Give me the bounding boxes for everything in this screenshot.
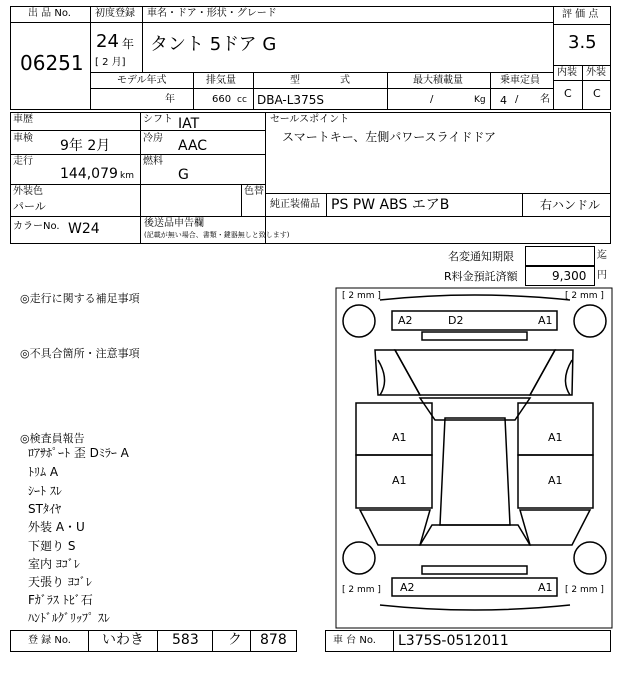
rear-window bbox=[420, 525, 530, 545]
inspector-line: 外装 A・U bbox=[28, 520, 85, 534]
documents-note: (記載が無い場合、書類・鍵器無しと致します) bbox=[144, 231, 290, 239]
hood bbox=[395, 350, 555, 395]
sales-point-value: スマートキー、左側パワースライドドア bbox=[282, 130, 496, 144]
inspector-line: ﾛｱｻﾎﾟｰﾄ 歪 Dﾐﾗｰ A bbox=[28, 446, 129, 460]
sales-point-label: セールスポイント bbox=[270, 114, 350, 125]
color-no-value: W24 bbox=[68, 221, 100, 237]
inspector-line: ｼｰﾄ ｽﾚ bbox=[28, 484, 62, 498]
car-damage-diagram bbox=[335, 286, 615, 629]
spec-top-line bbox=[90, 72, 553, 73]
inspector-line: ﾄﾘﾑ A bbox=[28, 465, 59, 479]
exterior-color-label: 外装色 bbox=[13, 186, 43, 197]
right-front-door-mark: A1 bbox=[548, 431, 563, 444]
right-front-door bbox=[518, 403, 593, 455]
header-label-underline bbox=[90, 22, 553, 23]
exterior-color-value: パール bbox=[13, 200, 46, 213]
lot-label: 出 品 No. bbox=[28, 8, 71, 19]
recycle-unit: 円 bbox=[597, 270, 607, 281]
model-year-unit: 年 bbox=[165, 94, 175, 105]
shift-label: シフト bbox=[143, 114, 173, 125]
chassis-label: 車 台 No. bbox=[333, 635, 376, 646]
int-ext-label-underline bbox=[553, 80, 611, 81]
left-front-door bbox=[356, 403, 432, 455]
reg-label: 登 録 No. bbox=[28, 635, 71, 646]
color-no-divider bbox=[140, 216, 141, 244]
lot-number: 06251 bbox=[20, 51, 84, 75]
left-rear-door-mark: A1 bbox=[392, 474, 407, 487]
reg-month: [ 2 月] bbox=[95, 57, 126, 68]
rear-left-fender bbox=[360, 510, 430, 545]
inspection-value: 9年 2月 bbox=[60, 138, 111, 154]
details-row-3 bbox=[10, 184, 265, 185]
details-col-2 bbox=[265, 112, 266, 244]
inspector-line: 室内 ﾖｺﾞﾚ bbox=[28, 557, 80, 571]
inspector-line: 下廻り S bbox=[28, 539, 76, 553]
fuel-value: G bbox=[178, 167, 189, 183]
inspector-line: ﾊﾝﾄﾞﾙｸﾞﾘｯﾌﾟ ｽﾚ bbox=[28, 611, 110, 625]
displacement-label: 排気量 bbox=[206, 75, 236, 86]
rear-garnish bbox=[422, 566, 527, 574]
model-code-label: 型 式 bbox=[290, 75, 350, 86]
mileage-value: 144,079 bbox=[60, 166, 118, 182]
color-no-label: カラーNo. bbox=[13, 221, 60, 232]
tire-rear-left bbox=[343, 542, 375, 574]
front-grille bbox=[422, 332, 527, 340]
first-reg-divider bbox=[142, 6, 143, 72]
name-change-label: 名変通知期限 bbox=[448, 250, 514, 263]
front-bumper-outline bbox=[380, 295, 570, 300]
history-label: 車歴 bbox=[13, 114, 33, 125]
right-mirror-curve bbox=[565, 360, 572, 395]
equipment-divider bbox=[326, 193, 327, 216]
capacity-value: 4 bbox=[500, 94, 507, 107]
front-left-fender bbox=[375, 350, 420, 395]
score-divider bbox=[553, 6, 554, 110]
tire-rear-right bbox=[574, 542, 606, 574]
displacement-value: 660 bbox=[212, 94, 232, 105]
first-reg-label: 初度登録 bbox=[95, 8, 135, 19]
interior-label: 内装 bbox=[557, 67, 577, 78]
rear-bumper-outline bbox=[380, 605, 570, 610]
front-bumper-mark-3: A1 bbox=[538, 314, 553, 327]
mileage-unit: km bbox=[120, 171, 134, 181]
details-row-1 bbox=[10, 130, 265, 131]
reg-kana: ク bbox=[228, 632, 242, 648]
recolor-divider bbox=[241, 184, 242, 216]
equipment-value: PS PW ABS エアB bbox=[331, 197, 450, 213]
tire-top-right-depth: [ 2 mm ] bbox=[565, 291, 604, 301]
name-change-box bbox=[525, 246, 595, 266]
ac-label: 冷房 bbox=[143, 133, 163, 144]
lot-label-underline bbox=[10, 22, 90, 23]
reg-area: いわき bbox=[102, 632, 144, 648]
reg-year-unit: 年 bbox=[122, 37, 135, 51]
chassis-value: L375S-0512011 bbox=[398, 633, 509, 649]
spec-div-4 bbox=[490, 72, 491, 110]
details-col-1 bbox=[140, 112, 141, 216]
fuel-label: 燃料 bbox=[143, 156, 163, 167]
reg-div-2 bbox=[157, 630, 158, 652]
windshield bbox=[420, 398, 530, 420]
reg-div-3 bbox=[212, 630, 213, 652]
reg-year-value: 24 bbox=[96, 31, 119, 52]
exterior-value: C bbox=[593, 87, 601, 100]
details-row-2 bbox=[10, 154, 265, 155]
reg-class: 583 bbox=[172, 632, 199, 648]
car-name-label: 車名・ドア・形状・グレード bbox=[147, 8, 277, 19]
left-mirror-curve bbox=[378, 360, 385, 395]
spec-div-1 bbox=[193, 72, 194, 110]
spec-label-underline bbox=[90, 88, 553, 89]
score-label-underline bbox=[553, 24, 611, 25]
tire-bottom-right-depth: [ 2 mm ] bbox=[565, 585, 604, 595]
name-change-unit: 迄 bbox=[597, 250, 607, 261]
displacement-unit: cc bbox=[237, 95, 247, 105]
score-value: 3.5 bbox=[568, 32, 597, 53]
score-label: 評 価 点 bbox=[562, 9, 599, 20]
exterior-label: 外装 bbox=[586, 67, 606, 78]
reg-div-4 bbox=[250, 630, 251, 652]
roof bbox=[440, 418, 510, 525]
rear-bumper bbox=[392, 578, 557, 596]
right-rear-door-mark: A1 bbox=[548, 474, 563, 487]
capacity-slash: / bbox=[515, 94, 519, 105]
interior-value: C bbox=[564, 87, 572, 100]
equipment-label: 純正装備品 bbox=[270, 199, 320, 210]
rear-bumper-mark-2: A1 bbox=[538, 581, 553, 594]
details-row-4 bbox=[10, 216, 611, 217]
reg-number: 878 bbox=[260, 632, 287, 648]
ac-value: AAC bbox=[178, 138, 208, 154]
front-bumper bbox=[392, 311, 557, 330]
capacity-label: 乗車定員 bbox=[500, 75, 540, 86]
rear-bumper-mark-1: A2 bbox=[400, 581, 415, 594]
diagram-frame bbox=[336, 288, 612, 628]
handle-divider bbox=[522, 193, 523, 216]
front-bumper-mark-1: A2 bbox=[398, 314, 413, 327]
recolor-label: 色替 bbox=[244, 186, 264, 197]
details-right-row bbox=[265, 193, 611, 194]
capacity-unit: 名 bbox=[540, 94, 550, 105]
inspector-report-label: ◎検査員報告 bbox=[20, 432, 85, 445]
mileage-label: 走行 bbox=[13, 156, 33, 167]
int-ext-divider bbox=[582, 65, 583, 110]
tire-front-right bbox=[574, 305, 606, 337]
inspector-line: STﾀｲﾔ bbox=[28, 502, 61, 516]
rear-right-fender bbox=[520, 510, 590, 545]
tire-bottom-left-depth: [ 2 mm ] bbox=[342, 585, 381, 595]
front-bumper-mark-2: D2 bbox=[448, 314, 464, 327]
car-name: タント 5ドア G bbox=[150, 34, 277, 55]
spec-div-2 bbox=[253, 72, 254, 110]
tire-front-left bbox=[343, 305, 375, 337]
max-load-unit: Kg bbox=[474, 95, 486, 105]
recycle-label: R料金預託済額 bbox=[444, 270, 518, 283]
defects-notes-label: ◎不具合箇所・注意事項 bbox=[20, 347, 140, 360]
max-load-label: 最大積載量 bbox=[413, 75, 463, 86]
handle-value: 右ハンドル bbox=[540, 198, 601, 212]
tire-top-left-depth: [ 2 mm ] bbox=[342, 291, 381, 301]
recycle-value: 9,300 bbox=[552, 269, 587, 283]
chassis-divider bbox=[393, 630, 394, 652]
inspection-label: 車検 bbox=[13, 133, 33, 144]
model-code-value: DBA-L375S bbox=[257, 93, 324, 107]
left-front-door-mark: A1 bbox=[392, 431, 407, 444]
reg-div-1 bbox=[88, 630, 89, 652]
max-load-slash: / bbox=[430, 94, 434, 105]
shift-value: IAT bbox=[178, 116, 200, 132]
model-year-label: モデル年式 bbox=[117, 75, 167, 86]
inspector-line: 天張り ﾖｺﾞﾚ bbox=[28, 575, 92, 589]
spec-div-3 bbox=[387, 72, 388, 110]
driving-notes-label: ◎走行に関する補足事項 bbox=[20, 292, 140, 305]
inspector-line: Fｶﾞﾗｽ ﾄﾋﾞ石 bbox=[28, 593, 93, 607]
documents-label: 後送品申告欄 bbox=[144, 218, 204, 229]
